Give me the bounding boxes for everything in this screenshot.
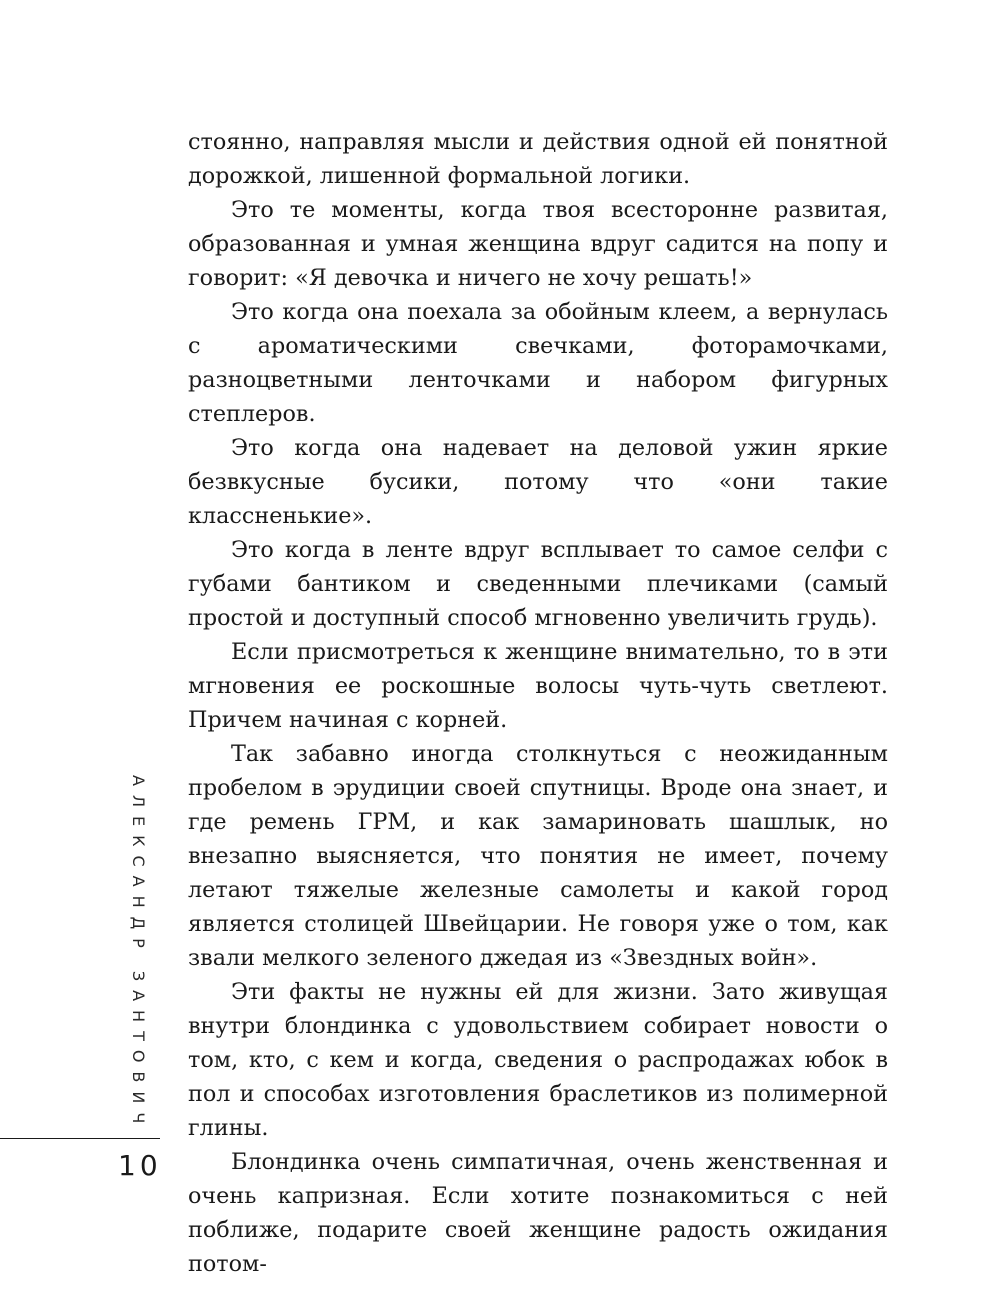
paragraph-9: Блондинка очень симпатичная, очень женственная и очень капризная. Если хотите познакомиться с ней поближе, подарите своей женщине радость ожидания потом- <box>188 1149 888 1277</box>
page-number: 10 <box>118 1149 162 1182</box>
paragraph-3: Это когда она поехала за обойным клеем, а вернулась с ароматическими свечками, фоторамочками, разноцветными ленточками и набором фигурных степлеров. <box>188 299 888 427</box>
paragraph-4: Это когда она надевает на деловой ужин яркие безвкусные бусики, потому что «они такие классненькие». <box>188 435 888 529</box>
footer-rule <box>0 1138 160 1139</box>
paragraph-7: Так забавно иногда столкнуться с неожиданным пробелом в эрудиции своей спутницы. Вроде она знает, и где ремень ГРМ, и как замариновать шашлык, но внезапно выясняется, что понятия не имеет, почему летают тяжелые железные самолеты и какой город является столицей Швейцарии. Не говоря уже о том, как звали мелкого зеленого джедая из «Звездных войн». <box>188 741 888 971</box>
body-text <box>188 125 888 1281</box>
paragraph-1: стоянно, направляя мысли и действия одной ей понятной дорожкой, лишенной формальной логики. <box>188 129 888 189</box>
paragraph-5: Это когда в ленте вдруг всплывает то самое селфи с губами бантиком и сведенными плечиками (самый простой и доступный способ мгновенно увеличить грудь). <box>188 537 888 631</box>
paragraph-8: Эти факты не нужны ей для жизни. Зато живущая внутри блондинка с удовольствием собирает новости о том, кто, с кем и когда, сведения о распродажах юбок в пол и способах изготовления браслетиков из полимерной глины. <box>188 979 888 1141</box>
running-head-author: АЛЕКСАНДР ЗАНТОВИЧ <box>129 775 148 1133</box>
paragraph-2: Это те моменты, когда твоя всесторонне развитая, образованная и умная женщина вдруг садится на попу и говорит: «Я девочка и ничего не хочу решать!» <box>188 197 888 291</box>
paragraph-6: Если присмотреться к женщине внимательно, то в эти мгновения ее роскошные волосы чуть-чуть светлеют. Причем начиная с корней. <box>188 639 888 733</box>
